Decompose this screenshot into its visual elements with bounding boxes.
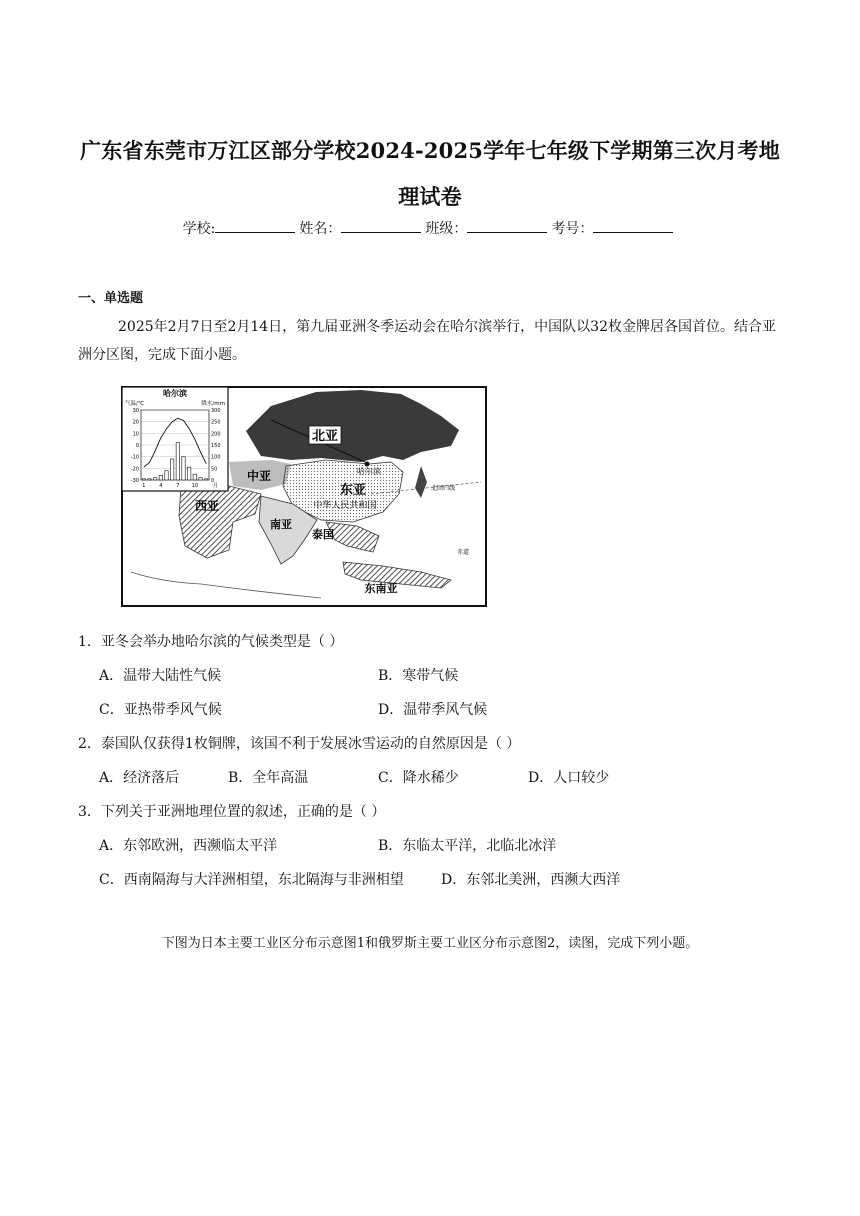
q1-option-d[interactable]: D．温带季风气候 <box>378 702 488 718</box>
number-label: 考号： <box>551 221 594 237</box>
label-tropic: 北回归线 <box>430 485 456 492</box>
precip-tick-label: 200 <box>211 431 221 438</box>
q2-option-d[interactable]: D．人口较少 <box>528 770 610 786</box>
month-tick-label: 7 <box>176 483 180 489</box>
precip-tick-label: 50 <box>211 466 218 473</box>
name-label: 姓名： <box>299 221 342 237</box>
question-2-stem: 2．泰国队仅获得1枚铜牌，该国不利于发展冰雪运动的自然原因是（ ） <box>78 736 521 752</box>
q3-option-d[interactable]: D．东邻北美洲，西濒大西洋 <box>441 872 621 888</box>
label-equator: 赤道 <box>456 549 470 556</box>
precip-tick-label: 300 <box>211 408 221 414</box>
intro-paragraph: 2025年2月7日至2月14日，第九届亚洲冬季运动会在哈尔滨举行，中国队以32枚金牌居各国首位。结合亚洲分区图，完成下面小题。 <box>78 319 776 363</box>
precip-bar <box>142 479 145 480</box>
month-unit-label: 月 <box>213 483 219 489</box>
precip-bar <box>182 457 185 480</box>
region-north-asia: 北亚 <box>311 429 339 444</box>
precip-bar <box>176 443 179 480</box>
region-thailand: 泰国 <box>312 528 334 541</box>
temp-tick-label: -20 <box>130 466 139 473</box>
temp-tick-label: 20 <box>132 419 139 426</box>
temp-tick-label: 0 <box>135 443 139 449</box>
harbin-dot <box>365 462 370 467</box>
question-1-stem: 1．亚冬会举办地哈尔滨的气候类型是（ ） <box>78 634 344 650</box>
q1-option-a[interactable]: A．温带大陆性气候 <box>99 668 222 684</box>
precip-bar <box>187 467 190 480</box>
next-section-intro: 下图为日本主要工业区分布示意图1和俄罗斯主要工业区分布示意图2，读图，完成下列小题。 <box>161 936 699 951</box>
temp-tick-label: 10 <box>132 431 139 438</box>
region-southeast-asia: 东南亚 <box>364 582 398 595</box>
month-tick-label: 4 <box>159 483 163 489</box>
precip-tick-label: 250 <box>211 419 221 426</box>
temp-tick-label: 30 <box>132 408 139 414</box>
q1-option-c[interactable]: C．亚热带季风气候 <box>99 702 222 718</box>
q2-option-c[interactable]: C．降水稀少 <box>378 770 459 786</box>
temp-tick-label: -30 <box>130 478 139 484</box>
precip-bar <box>204 479 207 480</box>
precip-unit-label: 降水/mm <box>201 401 225 407</box>
temp-unit-label: 气温/℃ <box>125 401 145 407</box>
precip-tick-label: 0 <box>211 478 215 484</box>
region-south-asia: 南亚 <box>270 518 292 531</box>
school-label: 学校: <box>182 221 216 237</box>
temp-tick-label: -10 <box>130 454 139 461</box>
number-blank[interactable] <box>593 218 673 233</box>
name-blank[interactable] <box>341 218 421 233</box>
harbin-climate-chart <box>122 387 228 491</box>
q3-option-a[interactable]: A．东邻欧洲，西濒临太平洋 <box>99 838 278 854</box>
region-harbin: 哈尔滨 <box>357 467 381 476</box>
region-east-asia: 东亚 <box>339 483 367 498</box>
precip-bar <box>199 478 202 480</box>
climate-chart-title: 哈尔滨 <box>163 389 187 398</box>
precip-bar <box>159 475 162 480</box>
q1-option-b[interactable]: B．寒带气候 <box>378 668 459 684</box>
asia-region-map <box>121 386 487 607</box>
precip-tick-label: 150 <box>211 443 221 449</box>
student-info <box>0 218 860 238</box>
class-blank[interactable] <box>467 218 547 233</box>
exam-title-line2: 理试卷 <box>398 184 462 209</box>
precip-bar <box>148 479 151 480</box>
q2-option-b[interactable]: B．全年高温 <box>228 770 309 786</box>
q2-option-a[interactable]: A．经济落后 <box>99 770 180 786</box>
q3-option-c[interactable]: C．西南隔海与大洋洲相望，东北隔海与非洲相望 <box>99 872 404 888</box>
precip-bar <box>170 459 173 480</box>
q3-option-b[interactable]: B．东临太平洋，北临北冰洋 <box>378 838 557 854</box>
month-tick-label: 1 <box>142 483 146 489</box>
exam-title <box>60 128 800 220</box>
precip-tick-label: 100 <box>211 454 221 461</box>
region-central-asia: 中亚 <box>246 469 272 483</box>
precip-bar <box>165 471 168 480</box>
section-heading: 一、单选题 <box>78 291 144 306</box>
month-tick-label: 10 <box>191 483 199 489</box>
exam-title-line1: 广东省东莞市万江区部分学校2024-2025学年七年级下学期第三次月考地 <box>80 138 780 163</box>
region-china: 中华人民共和国 <box>313 501 377 511</box>
school-blank[interactable] <box>215 218 295 233</box>
precip-bar <box>153 478 156 480</box>
precip-bar <box>193 474 196 480</box>
question-3-stem: 3．下列关于亚洲地理位置的叙述，正确的是（ ） <box>78 804 386 820</box>
region-west-asia: 西亚 <box>194 499 220 513</box>
class-label: 班级： <box>425 221 468 237</box>
